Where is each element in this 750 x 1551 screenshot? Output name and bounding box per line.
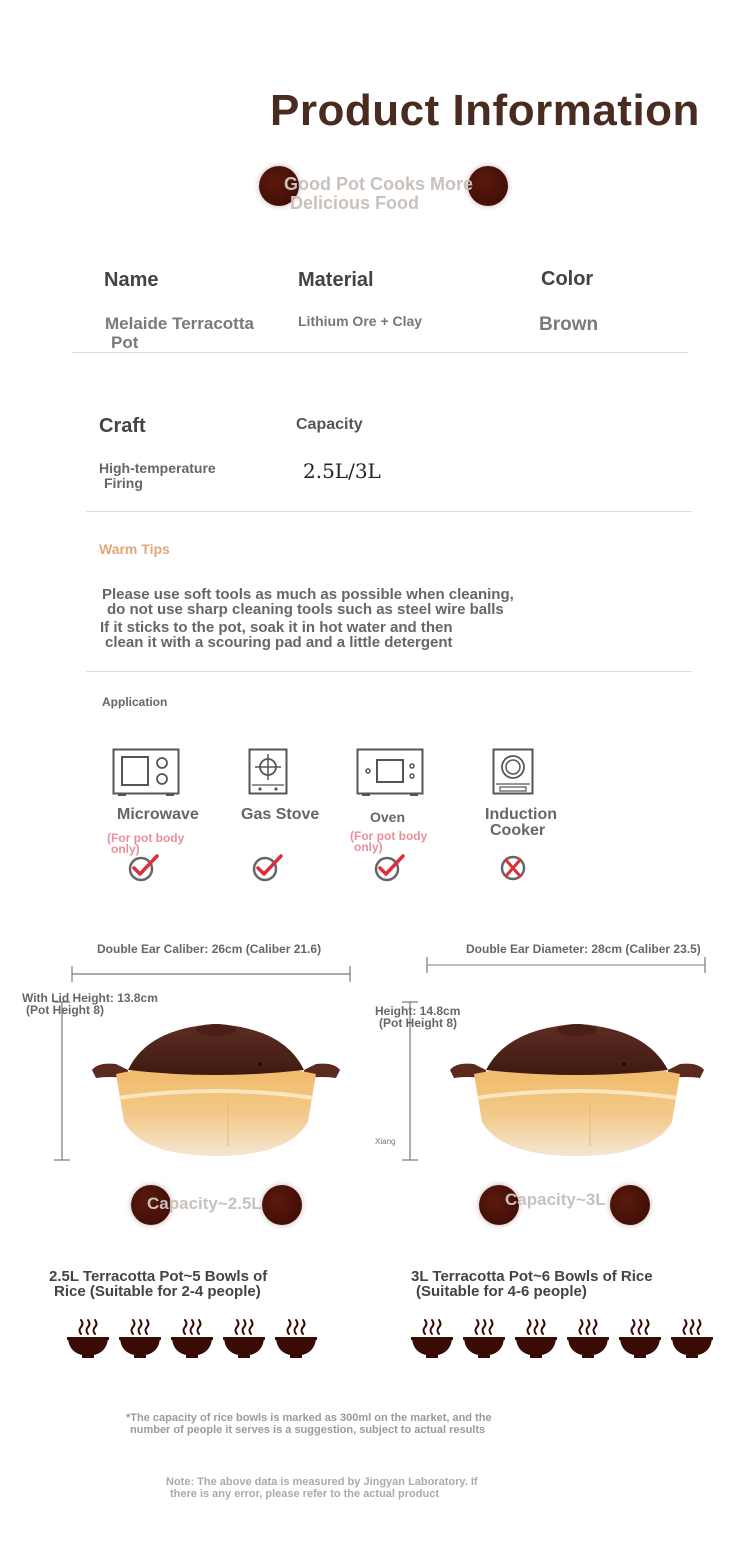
name-label: Name <box>104 269 159 291</box>
capacity-dot-left-2 <box>262 1185 302 1225</box>
bowls-3l-line-2: (Suitable for 4-6 people) <box>416 1283 587 1300</box>
capacity-3l-label: Capacity~3L <box>505 1190 606 1209</box>
bowls-3l-line-1: 3L Terracotta Pot~6 Bowls of Rice <box>411 1268 653 1285</box>
bowl-footnote-line-1: *The capacity of rice bowls is marked as 300ml on the market, and the <box>126 1412 492 1424</box>
gas-stove-label: Gas Stove <box>241 806 320 823</box>
capacity-dot-right-2 <box>610 1185 650 1225</box>
gas-stove-check-icon <box>251 852 285 882</box>
name-value-line-1: Melaide Terracotta <box>105 314 254 333</box>
bowls-row-3l <box>410 1318 730 1362</box>
left-height-line-2: (Pot Height 8) <box>26 1003 104 1017</box>
warm-tips-label: Warm Tips <box>99 541 170 557</box>
bowls-2-5l-line-2: Rice (Suitable for 2-4 people) <box>54 1283 261 1300</box>
bowls-3l-label <box>411 1269 653 1299</box>
terracotta-pot-3l-image <box>446 1018 708 1158</box>
measurement-note <box>166 1476 478 1500</box>
capacity-label: Capacity <box>296 416 363 433</box>
right-rice-bowl-icon-1 <box>410 1318 454 1367</box>
tip-line-2: do not use sharp cleaning tools such as steel wire balls <box>107 601 504 618</box>
bowls-row-2-5l <box>66 1318 366 1362</box>
right-width-label: Double Ear Diameter: 28cm (Caliber 23.5) <box>466 942 701 956</box>
left-height-line-1: With Lid Height: 13.8cm <box>22 991 158 1005</box>
oven-label: Oven <box>370 809 406 825</box>
left-rice-bowl-icon-2 <box>118 1318 162 1367</box>
page-title: Product Information <box>270 86 700 135</box>
craft-value <box>99 461 216 491</box>
decor-dot-right <box>468 166 508 206</box>
left-rice-bowl-icon-3 <box>170 1318 214 1367</box>
bowls-2-5l-line-1: 2.5L Terracotta Pot~5 Bowls of <box>49 1268 268 1285</box>
capacity-value: 2.5L/3L <box>303 459 381 483</box>
color-label: Color <box>541 268 594 290</box>
bowls-2-5l-label <box>49 1269 267 1299</box>
induction-label-line-2: Cooker <box>490 822 546 839</box>
microwave-icon <box>112 748 180 798</box>
right-rice-bowl-icon-4 <box>566 1318 610 1367</box>
left-height-line <box>52 1000 72 1162</box>
divider-3 <box>86 671 692 672</box>
right-rice-bowl-icon-2 <box>462 1318 506 1367</box>
induction-cross-icon <box>498 853 528 883</box>
right-width-line <box>425 955 707 975</box>
tip-line-4: clean it with a scouring pad and a little detergent <box>105 634 453 651</box>
bowl-footnote-line-2: number of people it serves is a suggestion, subject to actual results <box>130 1424 486 1436</box>
induction-cooker-icon <box>492 748 534 798</box>
induction-label-line-1: Induction <box>485 806 557 823</box>
craft-value-line-2: Firing <box>104 475 143 491</box>
oven-note-line-2: only) <box>354 840 383 854</box>
divider-1 <box>72 352 688 353</box>
gas-stove-icon <box>248 748 288 798</box>
slogan <box>284 175 473 213</box>
warm-tips-body <box>100 587 514 650</box>
microwave-check-icon <box>127 852 161 882</box>
tip-line-1: Please use soft tools as much as possible when cleaning, <box>102 586 514 603</box>
slogan-line-2: Delicious Food <box>290 193 420 213</box>
craft-label: Craft <box>99 415 146 437</box>
microwave-note-line-2: only) <box>111 842 140 856</box>
capacity-2-5l-label: Capacity~2.5L <box>147 1194 262 1213</box>
right-rice-bowl-icon-6 <box>670 1318 714 1367</box>
divider-2 <box>86 511 692 512</box>
name-value <box>105 314 254 352</box>
microwave-label: Microwave <box>117 806 199 823</box>
material-label: Material <box>298 269 374 291</box>
color-value: Brown <box>539 314 599 335</box>
left-rice-bowl-icon-1 <box>66 1318 110 1367</box>
left-rice-bowl-icon-5 <box>274 1318 318 1367</box>
left-height-label <box>22 992 158 1016</box>
terracotta-pot-2-5l-image <box>88 1018 344 1158</box>
measurement-note-line-1: Note: The above data is measured by Jingyan Laboratory. If <box>166 1476 478 1488</box>
oven-note <box>350 831 427 853</box>
microwave-note-line-1: (For pot body <box>107 831 185 845</box>
induction-label <box>485 807 557 839</box>
application-label: Application <box>102 695 168 709</box>
right-rice-bowl-icon-5 <box>618 1318 662 1367</box>
tip-line-3: If it sticks to the pot, soak it in hot water and then <box>100 619 453 636</box>
left-width-label: Double Ear Caliber: 26cm (Caliber 21.6) <box>97 942 322 956</box>
measurement-note-line-2: there is any error, please refer to the actual product <box>170 1488 439 1500</box>
oven-check-icon <box>373 852 407 882</box>
left-rice-bowl-icon-4 <box>222 1318 266 1367</box>
right-rice-bowl-icon-3 <box>514 1318 558 1367</box>
material-value: Lithium Ore + Clay <box>298 313 423 329</box>
oven-icon <box>356 748 424 798</box>
xiang-mark: Xiang <box>375 1137 396 1146</box>
bowl-capacity-footnote <box>126 1412 492 1436</box>
slogan-line-1: Good Pot Cooks More <box>284 174 473 194</box>
left-width-line <box>70 964 352 984</box>
right-height-line-1: Height: 14.8cm <box>375 1004 461 1018</box>
craft-value-line-1: High-temperature <box>99 460 216 476</box>
right-height-line-2: (Pot Height 8) <box>379 1016 457 1030</box>
oven-note-line-1: (For pot body <box>350 829 428 843</box>
name-value-line-2: Pot <box>111 333 139 352</box>
